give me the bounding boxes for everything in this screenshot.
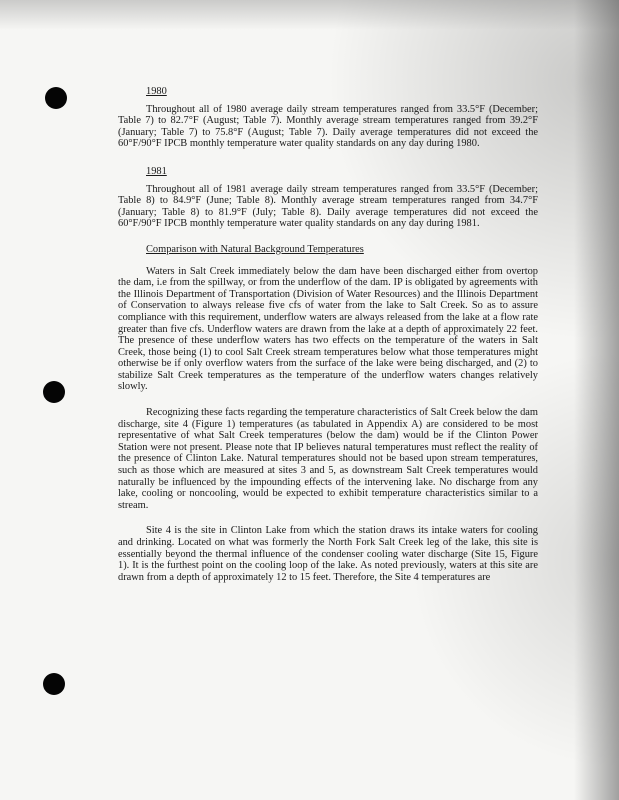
punch-hole-middle-icon bbox=[43, 381, 65, 403]
punch-hole-top-icon bbox=[45, 87, 67, 109]
scan-shadow-top bbox=[0, 0, 619, 30]
comparison-paragraph-3: Site 4 is the site in Clinton Lake from which the station draws its intake waters for cooling and drinking. Located on what was formerly the North Fork Salt Creek leg of the lake, this site is essentially beyond the thermal influence of the condenser cooling water discharge (Site 15, Figure 1). It is the furthest point on the cooling loop of the lake. As noted previously, waters at this site are drawn from a depth of approximately 12 to 15 feet. Therefore, the Site 4 temperatures are bbox=[118, 525, 538, 583]
section-1980 bbox=[118, 86, 538, 150]
spacer bbox=[118, 230, 538, 244]
paragraph-1980: Throughout all of 1980 average daily stream temperatures ranged from 33.5°F (December; Table 7) to 82.7°F (August; Table 7). Monthly average stream temperatures ranged from 39.2°F (January; Table 7) to 75.8°F (August; Table 7). Daily average temperatures did not exceed the 60°F/90°F IPCB monthly temperature water quality standards on any day during 1980. bbox=[118, 103, 538, 150]
document-body bbox=[118, 86, 538, 583]
comparison-paragraph-1: Waters in Salt Creek immediately below the dam have been discharged either from overtop the dam, i.e from the spillway, or from the underflow of the dam. IP is obligated by agreements with the Illinois Department of Transportation (Division of Water Resources) and the Illinois Department of Conservation to always release five cfs of water from the lake to Salt Creek. So as to assure compliance with this requirement, underflow waters are always released from the lake at a flow rate greater than five cfs. Underflow waters are drawn from the lake at a depth of approximately 22 feet. The presence of these underflow waters has two effects on the temperature of the waters in Salt Creek, those being (1) to cool Salt Creek stream temperatures below what those temperatures might otherwise be if only overflow waters from the surface of the lake were being discharged, and (2) to stabilize Salt Creek temperatures as the temperature of the underflow waters changes relatively slowly. bbox=[118, 265, 538, 393]
section-heading-1980: 1980 bbox=[146, 86, 167, 97]
section-comparison bbox=[118, 244, 538, 583]
spacer bbox=[118, 393, 538, 407]
section-heading-1981: 1981 bbox=[146, 165, 167, 177]
comparison-paragraph-2: Recognizing these facts regarding the temperature characteristics of Salt Creek below the dam discharge, site 4 (Figure 1) temperatures (as tabulated in Appendix A) are considered to be most representative of what Salt Creek temperatures (below the dam) would be if the Clinton Power Station were not present. Please note that IP believes natural temperatures must reflect the reality of the presence of Clinton Lake. Natural temperatures should not be based upon stream temperatures, such as those which are measured at sites 3 and 5, as downstream Salt Creek temperatures would naturally be influenced by the impounding effects of the intervening lake. No discharge from any lake, cooling or noncooling, would be expected to exhibit temperature characteristics similar to a stream. bbox=[118, 407, 538, 511]
scan-shadow-right bbox=[574, 0, 619, 800]
comparison-heading: Comparison with Natural Background Temperatures bbox=[146, 243, 364, 255]
punch-hole-bottom-icon bbox=[43, 673, 65, 695]
paragraph-1981: Throughout all of 1981 average daily stream temperatures ranged from 33.5°F (December; Table 8) to 84.9°F (June; Table 8). Monthly average stream temperatures ranged from 34.7°F (January; Table 8) to 81.9°F (July; Table 8). Daily average temperatures did not exceed the 60°F/90°F IPCB monthly temperature water quality standards on any day during 1981. bbox=[118, 183, 538, 230]
spacer bbox=[118, 511, 538, 525]
spacer bbox=[118, 150, 538, 166]
section-1981 bbox=[118, 166, 538, 230]
